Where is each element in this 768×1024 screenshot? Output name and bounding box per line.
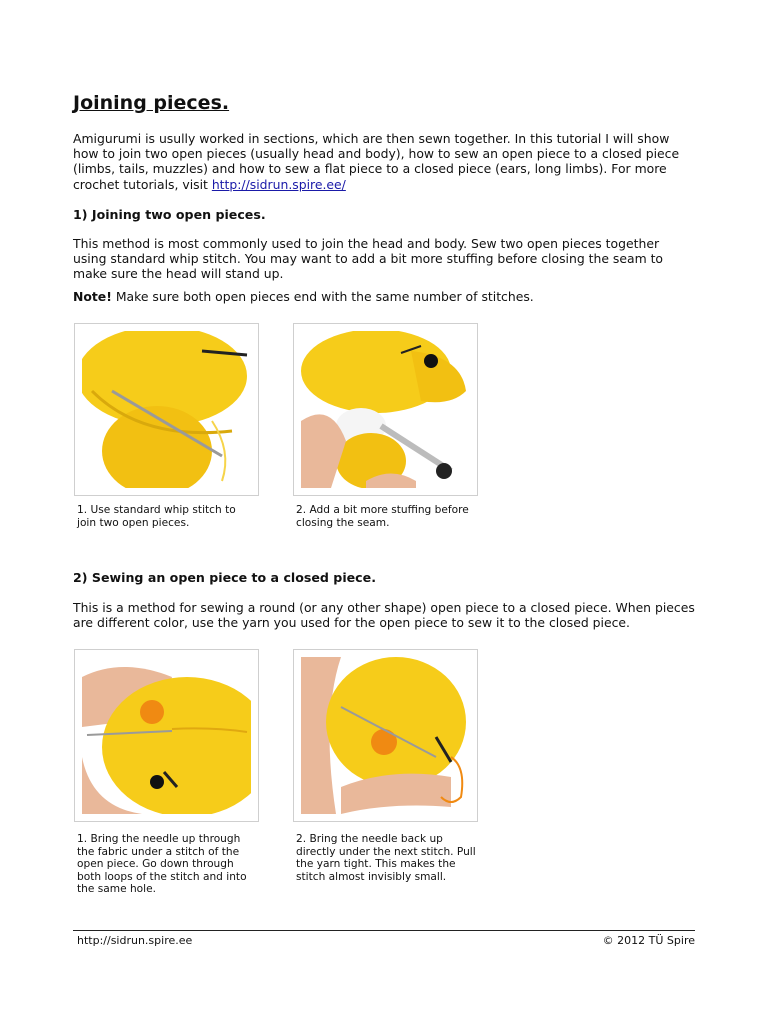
section2-heading: 2) Sewing an open piece to a closed piece. — [73, 570, 376, 585]
tutorials-link[interactable]: http://sidrun.spire.ee/ — [211, 176, 346, 192]
section1-body: This method is most commonly used to join the head and body. Sew two open pieces together using standard whip stitch. You may want to add a bit more stuffing before closing the seam to make sure the head will stand up. — [73, 236, 664, 282]
footer-url: http://sidrun.spire.ee — [77, 934, 193, 947]
section1-heading: 1) Joining two open pieces. — [73, 207, 266, 222]
section2-body: This is a method for sewing a round (or any other shape) open piece to a closed piece. When pieces are different color, use the yarn you used for the open piece to sew it to the closed piece. — [73, 600, 695, 631]
note-text: Make sure both open pieces end with the same number of stitches. — [111, 289, 534, 304]
photo-whip-stitch-image — [82, 331, 251, 488]
photo-needle-up-image — [82, 657, 251, 814]
caption-1-1: 1. Use standard whip stitch to join two open pieces. — [77, 504, 236, 529]
photo-needle-up — [74, 649, 259, 822]
caption-1-2: 2. Add a bit more stuffing before closing the seam. — [296, 504, 469, 529]
caption-2-1: 1. Bring the needle up through the fabric under a stitch of the open piece. Go down through both loops of the stitch and into the same hole. — [77, 833, 247, 896]
note-label: Note! — [73, 289, 112, 304]
photo-needle-back-image — [301, 657, 470, 814]
photo-needle-back — [293, 649, 478, 822]
footer-copyright: © 2012 TÜ Spire — [602, 934, 695, 947]
photo-whip-stitch — [74, 323, 259, 496]
photo-stuffing-image — [301, 331, 470, 488]
photo-stuffing — [293, 323, 478, 496]
intro-text: Amigurumi is usully worked in sections, which are then sewn together. In this tutorial I will show how to join two open pieces (usually head and body), how to sew an open piece to a closed piece (limbs, tails, muzzles) and how to sew a flat piece to a closed piece (ears, long limbs). For more crochet tutorials, visit — [73, 131, 680, 192]
section1-note — [73, 289, 695, 304]
page-title: Joining pieces. — [73, 92, 230, 114]
intro-paragraph — [73, 131, 695, 192]
caption-2-2: 2. Bring the needle back up directly under the next stitch. Pull the yarn tight. This makes the stitch almost invisibly small. — [296, 833, 476, 883]
footer-divider — [73, 930, 695, 931]
